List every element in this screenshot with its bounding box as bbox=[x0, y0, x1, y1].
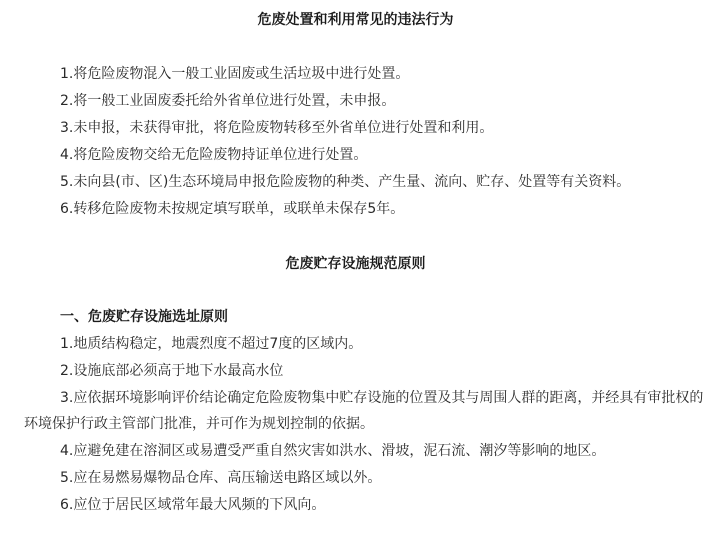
section2-item-6: 6.应位于居民区域常年最大风频的下风向。 bbox=[60, 497, 326, 513]
section1-item-1: 1.将危险废物混入一般工业固废或生活垃圾中进行处置。 bbox=[60, 66, 410, 82]
section2-item-5: 5.应在易燃易爆物品仓库、高压输送电路区域以外。 bbox=[60, 470, 382, 486]
section1-item-5: 5.未向县(市、区)生态环境局申报危险废物的种类、产生量、流向、贮存、处置等有关资料。 bbox=[60, 174, 631, 190]
section1-item-6: 6.转移危险废物未按规定填写联单，或联单未保存5年。 bbox=[60, 201, 405, 217]
section2-title: 危废贮存设施规范原则 bbox=[285, 256, 426, 272]
section2-item-2: 2.设施底部必须高于地下水最高水位 bbox=[60, 363, 284, 379]
section1-title: 危废处置和利用常见的违法行为 bbox=[257, 12, 454, 28]
section2-item-3: 3.应依据环境影响评价结论确定危险废物集中贮存设施的位置及其与周围人群的距离，并经具有审批权的环境保护行政主管部门批准，并可作为规划控制的依据。 bbox=[24, 390, 704, 432]
section2-item-1: 1.地质结构稳定，地震烈度不超过7度的区域内。 bbox=[60, 336, 363, 352]
section2-subheading: 一、危废贮存设施选址原则 bbox=[60, 309, 228, 325]
section1-item-2: 2.将一般工业固废委托给外省单位进行处置，未申报。 bbox=[60, 93, 396, 109]
section2-item-4: 4.应避免建在溶洞区或易遭受严重自然灾害如洪水、滑坡，泥石流、潮汐等影响的地区。 bbox=[60, 443, 606, 459]
section1-item-3: 3.未申报，未获得审批，将危险废物转移至外省单位进行处置和利用。 bbox=[60, 120, 494, 136]
section1-item-4: 4.将危险废物交给无危险废物持证单位进行处置。 bbox=[60, 147, 368, 163]
